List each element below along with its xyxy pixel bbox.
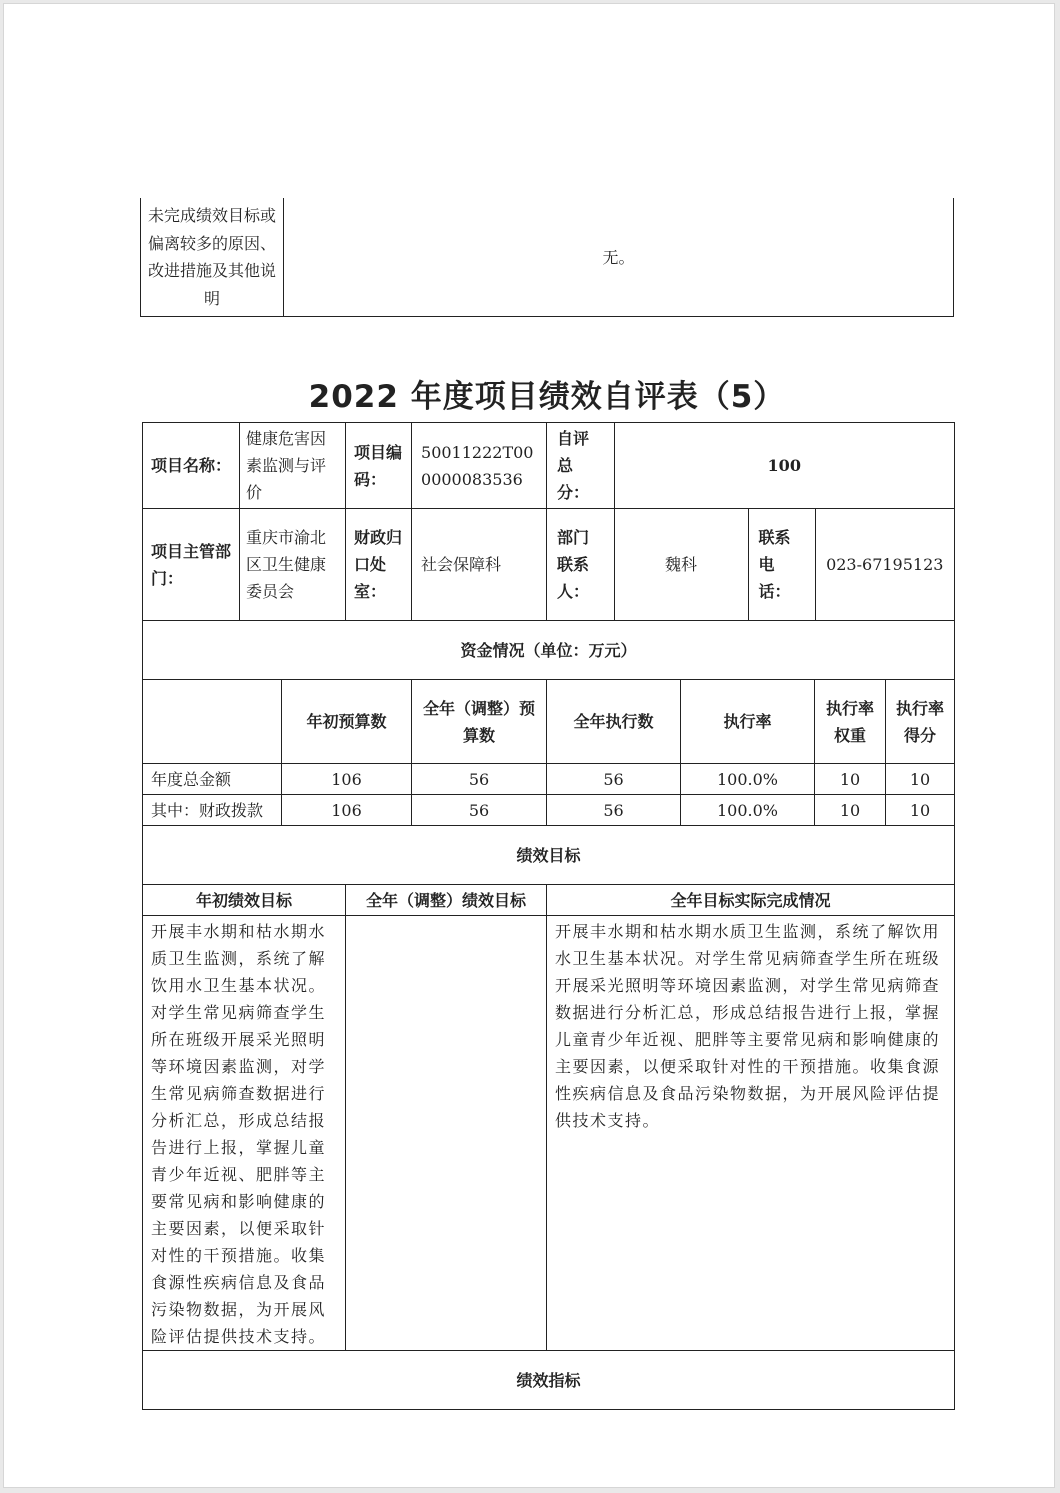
funds-header-rate: 执行率 bbox=[681, 680, 815, 764]
goals-header-initial: 年初绩效目标 bbox=[143, 885, 346, 916]
funds-header-score: 执行率得分 bbox=[886, 680, 955, 764]
improvement-label: 未完成绩效目标或偏离较多的原因、改进措施及其他说明 bbox=[141, 198, 284, 317]
contact-label: 部门联系人： bbox=[547, 509, 614, 620]
score-value: 100 bbox=[767, 456, 801, 475]
project-code-value: 50011222T000000083536 bbox=[412, 423, 547, 509]
score-inner bbox=[547, 423, 954, 508]
goals-initial-text: 开展丰水期和枯水期水质卫生监测，系统了解饮用水卫生基本状况。对学生常见病筛查学生所在班级开展采光照明等环境因素监测，对学生常见病筛查数据进行分析汇总，形成总结报告进行上报，掌握儿童青少年近视、肥胖等主要常见病和影响健康的主要因素，以便采取针对性的干预措施。收集食源性疾病信息及食品污染物数据，为开展风险评估提供技术支持。 bbox=[143, 916, 346, 1351]
dept-label: 项目主管部门： bbox=[143, 509, 240, 621]
indicators-section-title: 绩效指标 bbox=[143, 1351, 955, 1410]
improvement-value: 无。 bbox=[284, 198, 954, 317]
funds-section-title: 资金情况（单位：万元） bbox=[143, 621, 955, 680]
funds-cell: 10 bbox=[886, 764, 955, 795]
funds-cell: 56 bbox=[547, 795, 681, 826]
goals-actual-text: 开展丰水期和枯水期水质卫生监测，系统了解饮用水卫生基本状况。对学生常见病筛查学生所在班级开展采光照明等环境因素监测，对学生常见病筛查数据进行分析汇总，形成总结报告进行上报，掌握儿童青少年近视、肥胖等主要常见病和影响健康的主要因素，以便采取针对性的干预措施。收集食源性疾病信息及食品污染物数据，为开展风险评估提供技术支持。 bbox=[547, 916, 955, 1351]
score-label: 自评总分： bbox=[547, 423, 614, 508]
previous-table-fragment bbox=[140, 198, 954, 317]
dept-value: 重庆市渝北区卫生健康委员会 bbox=[240, 509, 346, 621]
funds-cell: 56 bbox=[547, 764, 681, 795]
funds-cell: 106 bbox=[282, 764, 412, 795]
project-name-value: 健康危害因素监测与评价 bbox=[240, 423, 346, 509]
funds-header-executed: 全年执行数 bbox=[547, 680, 681, 764]
goals-section-title: 绩效目标 bbox=[143, 826, 955, 885]
goals-header-actual: 全年目标实际完成情况 bbox=[547, 885, 955, 916]
funds-cell: 100.0% bbox=[681, 795, 815, 826]
contact-value: 魏科 bbox=[614, 509, 748, 620]
funds-cell: 100.0% bbox=[681, 764, 815, 795]
finance-office-value: 社会保障科 bbox=[412, 509, 547, 621]
funds-header-initial: 年初预算数 bbox=[282, 680, 412, 764]
funds-cell: 56 bbox=[412, 764, 547, 795]
goals-header-adjusted: 全年（调整）绩效目标 bbox=[346, 885, 547, 916]
funds-header-weight: 执行率权重 bbox=[815, 680, 886, 764]
phone-label: 联系电话： bbox=[748, 509, 815, 620]
goals-adjusted-text bbox=[346, 916, 547, 1351]
funds-row-label: 其中：财政拨款 bbox=[143, 795, 282, 826]
project-name-label: 项目名称： bbox=[143, 423, 240, 509]
funds-header-blank bbox=[143, 680, 282, 764]
document-page bbox=[3, 3, 1055, 1488]
project-code-label: 项目编码： bbox=[346, 423, 412, 509]
contact-inner bbox=[547, 509, 954, 620]
funds-row-label: 年度总金额 bbox=[143, 764, 282, 795]
score-cell bbox=[547, 423, 955, 509]
table-row bbox=[143, 795, 955, 826]
finance-office-label: 财政归口处室： bbox=[346, 509, 412, 621]
funds-header-adjusted: 全年（调整）预算数 bbox=[412, 680, 547, 764]
funds-cell: 106 bbox=[282, 795, 412, 826]
contact-cell bbox=[547, 509, 955, 621]
phone-value: 023-67195123 bbox=[826, 555, 944, 574]
funds-cell: 10 bbox=[815, 795, 886, 826]
page-title: 2022 年度项目绩效自评表（5） bbox=[308, 379, 786, 415]
funds-cell: 10 bbox=[815, 764, 886, 795]
evaluation-table bbox=[142, 422, 955, 1410]
table-row bbox=[143, 764, 955, 795]
funds-cell: 10 bbox=[886, 795, 955, 826]
funds-cell: 56 bbox=[412, 795, 547, 826]
